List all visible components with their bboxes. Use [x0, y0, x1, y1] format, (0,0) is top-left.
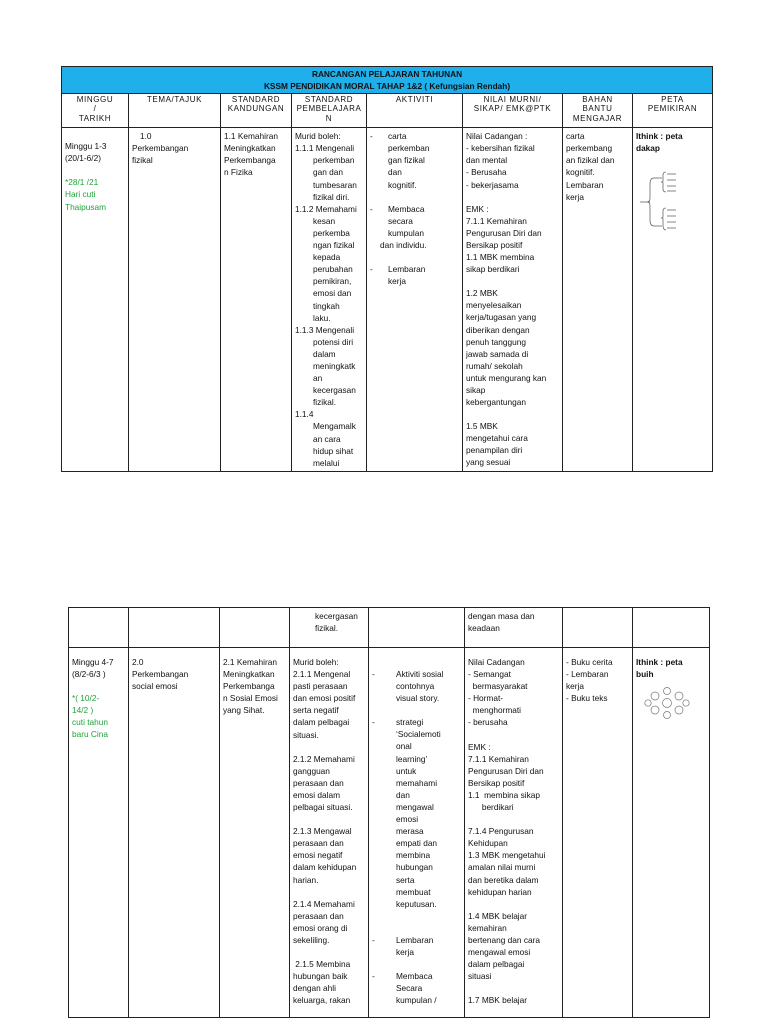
bahan-cell: carta perkembang an fizikal dan kognitif. Lembaran kerja	[563, 128, 633, 472]
col-bahan: BAHAN BANTU MENGAJAR	[563, 94, 633, 128]
nilai-cell: dengan masa dan keadaan	[465, 608, 563, 648]
peta-cell: Ithink : peta dakap	[633, 128, 713, 472]
standard-kandungan-cell: 2.1 Kemahiran Meningkatkan Perkembanga n Sosial Emosi yang Sihat.	[220, 648, 290, 1018]
page-title: RANCANGAN PELAJARAN TAHUNAN	[311, 69, 463, 79]
lesson-plan-table-2	[68, 607, 710, 1018]
peta-cell: Ithink : peta buih	[633, 648, 710, 1018]
bahan-cell: - Buku cerita - Lembaran kerja - Buku teks	[563, 648, 633, 1018]
title-cell	[62, 67, 713, 94]
minggu-cell: Minggu 4-7 (8/2-6/3 ) *( 10/2- 14/2 ) cuti tahun baru Cina	[69, 648, 129, 1018]
nilai-cell: Nilai Cadangan - Semangat bermasyarakat - Hormat- menghormati - berusaha EMK : 7.1.1 Kemahiran Pengurusan Diri dan Bersikap positif 1.1 membina sikap berdikari 7.1.4 Pengurusan Kehidupan 1.3 MBK mengetahui amalan nilai murni dan beretika dalam kehidupan harian 1.4 MBK belajar kemahiran bertenang dan cara mengawal emosi dalam pelbagai situasi 1.7 MBK belajar	[465, 648, 563, 1018]
standard-pembelajaran-cell: Murid boleh: 1.1.1 Mengenali perkemban gan dan tumbesaran fizikal diri. 1.1.2 Memahami kesan perkemba ngan fizikal kepada perubahan pemikiran, emosi dan tingkah laku. 1.1.3 Mengenali potensi diri dalam meningkatk an kecergasan fizikal. 1.1.4 Mengamalk an cara hidup sihat melalui	[292, 128, 367, 472]
nilai-cell: Nilai Cadangan : - kebersihan fizikal dan mental - Berusaha - bekerjasama EMK : 7.1.1 Kemahiran Pengurusan Diri dan Bersikap positif 1.1 MBK membina sikap berdikari 1.2 MBK menyelesaikan kerja/tugasan yang diberikan dengan penuh tanggung jawab samada di rumah/ sekolah untuk mengurang kan sikap kebergantungan 1.5 MBK mengetahui cara penampilan diri yang sesuai	[463, 128, 563, 472]
minggu-cell: Minggu 1-3 (20/1-6/2) *28/1 /21 Hari cuti Thaipusam	[62, 128, 129, 472]
standard-kandungan-cell: 1.1 Kemahiran Meningkatkan Perkembanga n Fizika	[221, 128, 292, 472]
tema-cell: 1.0 Perkembangan fizikal	[129, 128, 221, 472]
aktiviti-cell: - Aktiviti sosial contohnya visual story. - strategi ‘Socialemoti onal learning’ untuk memahami dan mengawal emosi merasa empati dan membina hubungan serta membuat keputusan. - Lembaran kerja - Membaca Secara kumpulan /	[369, 648, 465, 1018]
col-tema: TEMA/TAJUK	[129, 94, 221, 128]
holiday-note: *28/1 /21	[65, 177, 99, 188]
col-standard-pembelajaran: STANDARD PEMBELAJARA N	[292, 94, 367, 128]
table-row	[69, 608, 710, 648]
standard-pembelajaran-cell: kecergasan fizikal.	[290, 608, 369, 648]
col-peta: PETA PEMIKIRAN	[633, 94, 713, 128]
col-minggu: MINGGU / TARIKH	[62, 94, 129, 128]
page-subtitle: KSSM PENDIDIKAN MORAL TAHAP 1&2 ( Kefungsian Rendah)	[263, 81, 511, 92]
tema-cell: 2.0 Perkembangan social emosi	[129, 648, 220, 1018]
lesson-plan-table-1	[61, 66, 713, 472]
title-row	[62, 67, 713, 94]
table-row	[69, 648, 710, 1018]
table-row	[62, 128, 713, 472]
column-header-row	[62, 94, 713, 128]
col-aktiviti: AKTIVITI	[367, 94, 463, 128]
aktiviti-cell: - carta perkemban gan fizikal dan kognitif. - Membaca secara kumpulan dan individu. - Lembaran kerja	[367, 128, 463, 472]
col-nilai: NILAI MURNI/ SIKAP/ EMK@PTK	[463, 94, 563, 128]
standard-pembelajaran-cell: Murid boleh: 2.1.1 Mengenal pasti perasaan dan emosi positif serta negatif dalam pelbagai situasi. 2.1.2 Memahami gangguan perasaan dan emosi dalam pelbagai situasi. 2.1.3 Mengawal perasaan dan emosi negatif dalam kehidupan harian. 2.1.4 Memahami perasaan dan emosi orang di sekeliling. 2.1.5 Membina hubungan baik dengan ahli keluarga, rakan	[290, 648, 369, 1018]
col-standard-kandungan: STANDARD KANDUNGAN	[221, 94, 292, 128]
brace-map-icon	[636, 164, 696, 234]
bubble-map-icon	[642, 686, 692, 720]
holiday-note: *( 10/2-	[72, 693, 100, 704]
